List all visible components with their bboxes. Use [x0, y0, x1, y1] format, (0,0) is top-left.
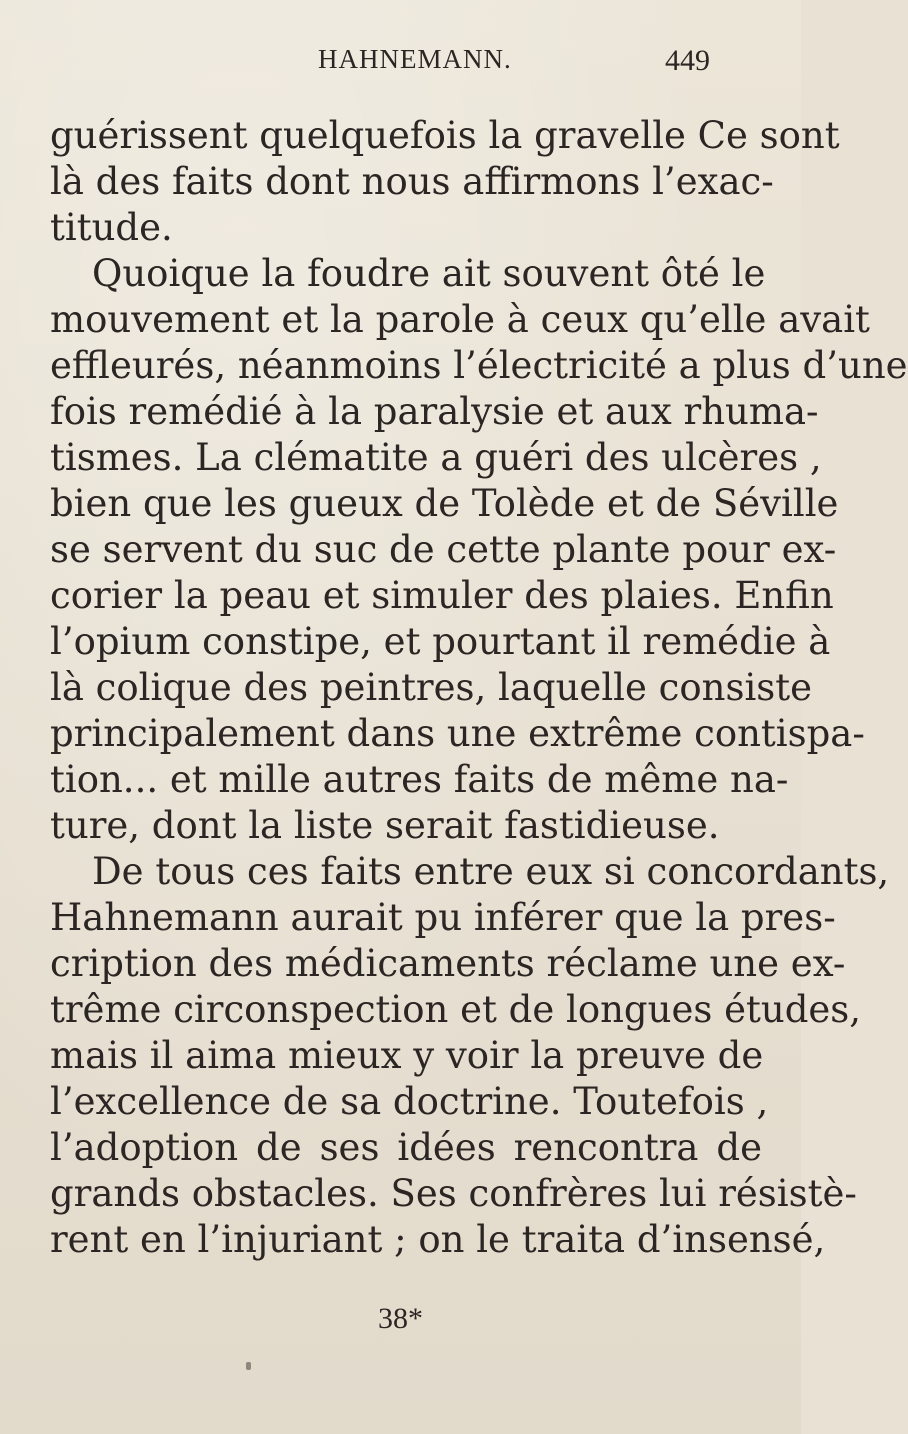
text-line: fois remédié à la paralysie et aux rhuma- [50, 390, 819, 433]
signature-mark: 38* [378, 1302, 423, 1335]
text-line: principalement dans une extrême contispa- [50, 712, 865, 755]
running-head: HAHNEMANN. [318, 44, 512, 74]
text-line: titude. [50, 206, 173, 249]
text-line: se servent du suc de cette plante pour ex- [50, 528, 837, 571]
text-line: tismes. La clématite a guéri des ulcères , [50, 436, 822, 479]
text-line: mais il aima mieux y voir la preuve de [50, 1034, 764, 1077]
text-line: là colique des peintres, laquelle consiste [50, 666, 813, 709]
text-line: trême circonspection et de longues études, [50, 988, 862, 1031]
text-line: l’excellence de sa doctrine. Toutefois , [50, 1080, 769, 1123]
text-line: mouvement et la parole à ceux qu’elle avait [50, 298, 870, 341]
text-line: guérissent quelquefois la gravelle Ce sont [50, 114, 840, 157]
ink-speck [246, 1362, 251, 1370]
paragraph-start-line: Quoique la foudre ait souvent ôté le [92, 252, 766, 295]
text-line: grands obstacles. Ses confrères lui résistè- [50, 1172, 857, 1215]
text-line: l’opium constipe, et pourtant il remédie à [50, 620, 831, 663]
text-line: corier la peau et simuler des plaies. Enfin [50, 574, 834, 617]
text-line: là des faits dont nous affirmons l’exac- [50, 160, 774, 203]
text-line: rent en l’injuriant ; on le traita d’insensé, [50, 1218, 826, 1261]
page-number: 449 [665, 44, 710, 77]
paragraph-start-line: De tous ces faits entre eux si concordants, [92, 850, 890, 893]
text-line: ture, dont la liste serait fastidieuse. [50, 804, 720, 847]
text-line: bien que les gueux de Tolède et de Séville [50, 482, 839, 525]
text-line: Hahnemann aurait pu inférer que la pres- [50, 896, 836, 939]
text-line: l’adoption de ses idées rencontra de [50, 1126, 762, 1169]
text-line: tion... et mille autres faits de même na- [50, 758, 789, 801]
text-line: effleurés, néanmoins l’électricité a plus d’une [50, 344, 908, 387]
text-line: cription des médicaments réclame une ex- [50, 942, 846, 985]
